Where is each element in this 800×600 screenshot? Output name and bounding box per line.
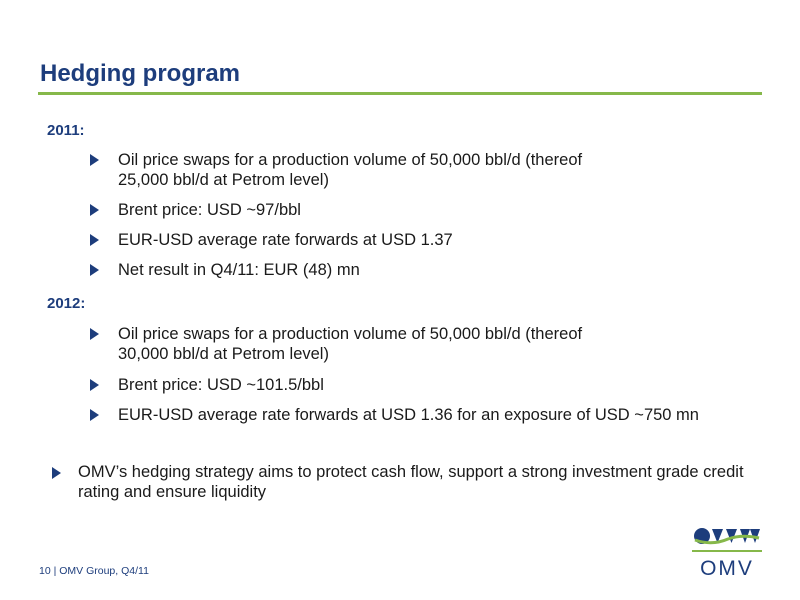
- bullet-text-line: Brent price: USD ~97/bbl: [118, 201, 301, 219]
- bullet-text-line: Brent price: USD ~101.5/bbl: [118, 376, 324, 394]
- bullet-triangle-icon: [90, 204, 99, 216]
- bullet-text-line: 25,000 bbl/d at Petrom level): [118, 171, 329, 189]
- section-heading-2011: 2011:: [47, 122, 85, 139]
- bullet-text-line: EUR-USD average rate forwards at USD 1.36 for an exposure of USD ~750 mn: [118, 406, 699, 424]
- bullet-text-line: Net result in Q4/11: EUR (48) mn: [118, 261, 360, 279]
- bullet-text-line: Oil price swaps for a production volume of 50,000 bbl/d (thereof: [118, 325, 583, 343]
- bullet-triangle-icon: [90, 154, 99, 166]
- bullet-text-line: EUR-USD average rate forwards at USD 1.37: [118, 231, 453, 249]
- omv-emblem-icon: [694, 528, 760, 544]
- bullet-triangle-icon: [90, 409, 99, 421]
- bullet-triangle-icon: [90, 379, 99, 391]
- bullet-triangle-icon: [90, 328, 99, 340]
- slide-title: Hedging program: [40, 60, 241, 87]
- omv-logo: [692, 526, 762, 578]
- bullet-triangle-icon: [90, 234, 99, 246]
- title-underline: [38, 92, 762, 95]
- bullet-text-line: Oil price swaps for a production volume of 50,000 bbl/d (thereof: [118, 151, 583, 169]
- omv-wordmark: OMV: [700, 557, 754, 578]
- section-heading-2012: 2012:: [47, 295, 86, 312]
- slide-footer: 10 | OMV Group, Q4/11: [39, 565, 149, 577]
- summary-text: OMV’s hedging strategy aims to protect cash flow, support a strong investment grade credit rating and ensure liquidity: [78, 463, 744, 501]
- bullet-triangle-icon: [90, 264, 99, 276]
- bullet-text-line: 30,000 bbl/d at Petrom level): [118, 345, 329, 363]
- bullet-triangle-icon: [52, 467, 61, 479]
